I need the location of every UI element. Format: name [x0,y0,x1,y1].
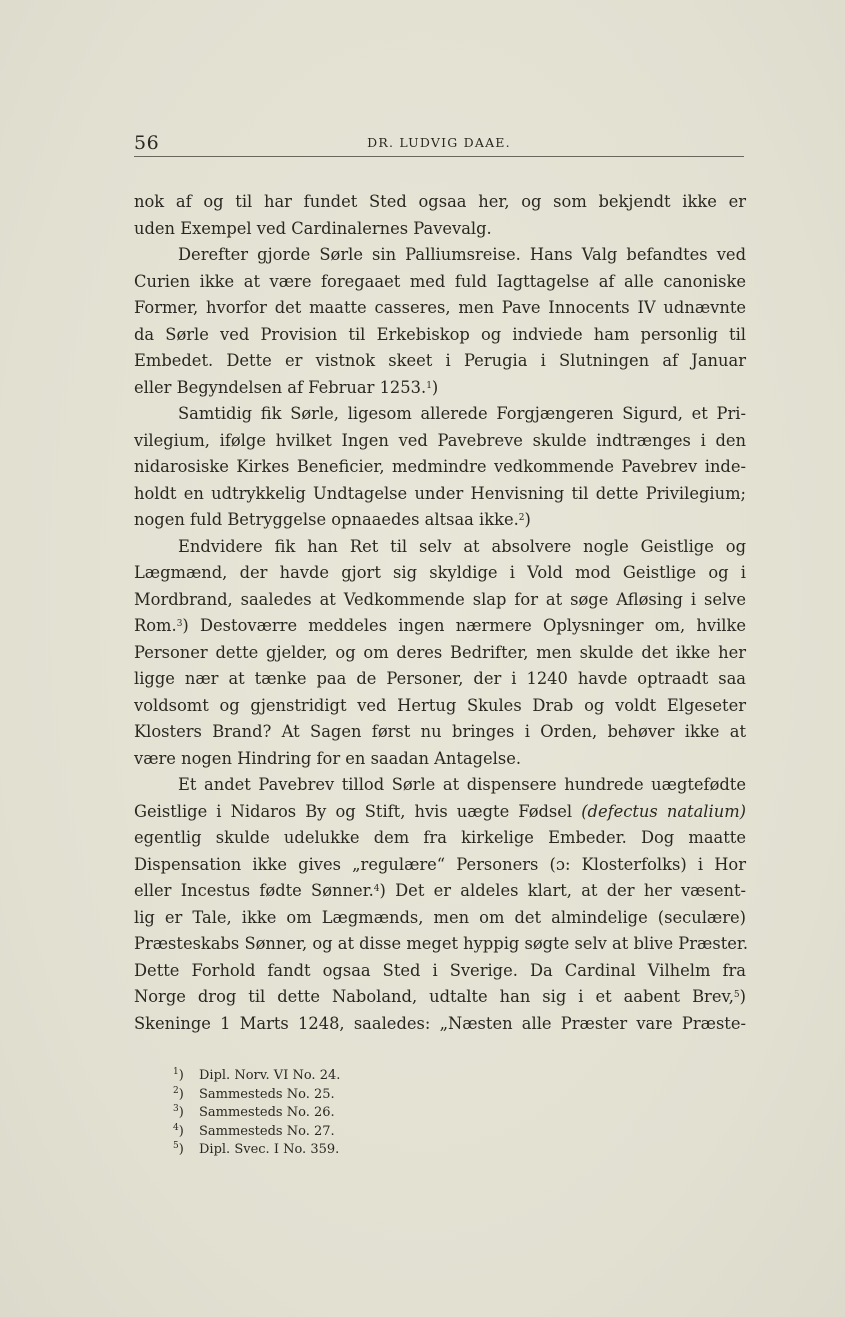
line-text: Lægmænd, der havde gjort sig skyldige i Vold mod Geistlige og i [134,563,746,582]
footnote [173,1067,573,1086]
line-text: Endvidere fik han Ret til selv at absolvere nogle Geistlige og [178,536,746,556]
running-head: DR. LUDVIG DAAE. [367,135,511,150]
footnote-mark-number: 3 [173,1104,179,1115]
text-line [134,454,746,481]
line-text: Rom. [134,616,177,635]
footnote-mark: $^2$) [173,1085,184,1102]
line-text: voldsomt og gjenstridigt ved Hertug Skules Drab og voldt Elgeseter [134,695,746,715]
line-text: Dette Forhold fandt ogsaa Sted i Sverige. Da Cardinal Vilhelm fra [134,960,746,980]
text-line [134,666,746,693]
footnote [173,1086,573,1105]
footnote-text: Sammesteds No. 26. [199,1105,335,1121]
text-line [134,825,746,852]
text-line [134,905,746,932]
footnote-mark-number: 2 [173,1085,179,1096]
line-text: Dispensation ikke gives „regulære“ Personers (ɔ: Klosterfolks) i Hor [134,854,746,874]
footnote-mark: $^3$) [173,1104,184,1121]
line-text: være nogen Hindring for en saadan Antagelse. [134,748,522,768]
line-text: Samtidig fik Sørle, ligesom allerede Forgjængeren Sigurd, et Pri- [178,404,746,423]
footnotes [173,1067,573,1160]
text-line [134,295,746,322]
footnote-ref: 4 [373,884,380,894]
text-line [134,799,746,826]
line-text: eller Begyndelsen af Februar 1253. [134,377,427,397]
line-text-after: ) Destoværre meddeles ingen nærmere Oplysninger om, hvilke [182,616,746,635]
line-text-after: ) [524,510,531,529]
footnote-ref: 2 [518,513,525,523]
text-line [134,322,746,349]
text-line [134,587,746,614]
text-line [134,931,749,958]
line-text-after: ) [739,987,746,1006]
line-text: Geistlige i Nidaros By og Stift, hvis uægte Fødsel [134,801,582,821]
footnote-text: Sammesteds No. 25. [199,1086,335,1102]
line-text: Embedet. Dette er vistnok skeet i Perugia i Slutningen af Januar [134,351,746,370]
footnote-text: Sammesteds No. 27. [199,1123,335,1139]
page-number: 56 [134,132,160,154]
footnote-mark: $^5$) [173,1141,184,1158]
text-line [134,428,746,455]
text-line [134,984,746,1011]
footnote-ref: 1 [426,380,432,391]
text-line [134,269,746,296]
line-text: ligge nær at tænke paa de Personer, der i 1240 havde optraadt saa [134,669,746,688]
text-line [134,958,746,985]
text-line [134,189,746,216]
line-text: Et andet Pavebrev tillod Sørle at dispensere hundrede uægtefødte [178,775,746,794]
line-text: Curien ikke at være foregaaet med fuld Iagttagelse af alle canoniske [134,271,746,291]
footnote-ref: 5 [733,990,740,1000]
text-line [134,640,746,667]
footnote [173,1123,573,1142]
text-line [134,216,746,243]
line-text: Klosters Brand? At Sagen først nu bringes i Orden, behøver ikke at [134,722,746,741]
text-line [134,693,746,720]
text-line [134,852,746,879]
text-line [134,375,746,402]
text-line [134,1011,746,1038]
line-text: Skeninge 1 Marts 1248, saaledes: „Næsten alle Præster vare Præste- [134,1013,746,1033]
line-text: nidarosiske Kirkes Beneficier, medmindre vedkommende Pavebrev inde- [134,457,746,476]
text-line [134,242,746,269]
footnote-mark-number: 4 [173,1122,179,1133]
text-line [134,507,746,534]
footnote [173,1141,573,1160]
footnote [173,1104,573,1123]
line-text: lig er Tale, ikke om Lægmænds, men om det almindelige (seculære) [134,907,746,927]
line-text: Mordbrand, saaledes at Vedkommende slap for at søge Afløsing i selve [134,589,746,609]
line-text: vilegium, ifølge hvilket Ingen ved Pavebreve skulde indtrænges i den [134,430,746,450]
text-line [134,348,746,375]
page-header [134,130,744,157]
footnote-mark: $^4$) [173,1122,184,1139]
line-text: nogen fuld Betryggelse opnaaedes altsaa ikke. [134,510,519,529]
text-line [134,534,746,561]
italic-phrase: (defectus natalium) [581,801,746,821]
line-text: Personer dette gjelder, og om deres Bedrifter, men skulde det ikke her [134,642,746,662]
text-line [134,481,746,508]
footnote-ref: 3 [176,619,183,629]
footnote-mark-number: 1 [173,1067,179,1077]
text-line [134,878,746,905]
line-text: holdt en udtrykkelig Undtagelse under Henvisning til dette Privilegium; [134,483,746,503]
text-line [134,746,746,773]
line-text: da Sørle ved Provision til Erkebiskop og indviede ham personlig til [134,324,746,344]
body-text [134,189,749,1037]
line-text: Former, hvorfor det maatte casseres, men Pave Innocents IV udnævnte [134,298,746,317]
line-text: egentlig skulde udelukke dem fra kirkelige Embeder. Dog maatte [134,828,746,847]
line-text: Derefter gjorde Sørle sin Palliumsreise. Hans Valg befandtes ved [178,245,746,264]
line-text: nok af og til har fundet Sted ogsaa her, og som bekjendt ikke er [134,192,746,211]
text-line [134,772,746,799]
footnote-text: Dipl. Svec. I No. 359. [199,1142,340,1158]
footnote-mark: $^1$) [173,1067,184,1083]
line-text: Norge drog til dette Naboland, udtalte han sig i et aabent Brev, [134,987,734,1006]
footnote-mark-number: 5 [173,1141,179,1152]
text-line [134,719,746,746]
line-text: Præsteskabs Sønner, og at disse meget hyppig søgte selv at blive Præster. [134,934,749,953]
text-line [134,401,746,428]
line-text: eller Incestus fødte Sønner. [134,881,374,900]
line-text: uden Exempel ved Cardinalernes Pavevalg. [134,218,492,238]
text-line [134,613,746,640]
footnote-text: Dipl. Norv. VI No. 24. [199,1068,341,1083]
line-text-after: ) Det er aldeles klart, at der her væsent- [379,881,746,900]
line-text-after: ) [431,377,439,397]
text-line [134,560,746,587]
